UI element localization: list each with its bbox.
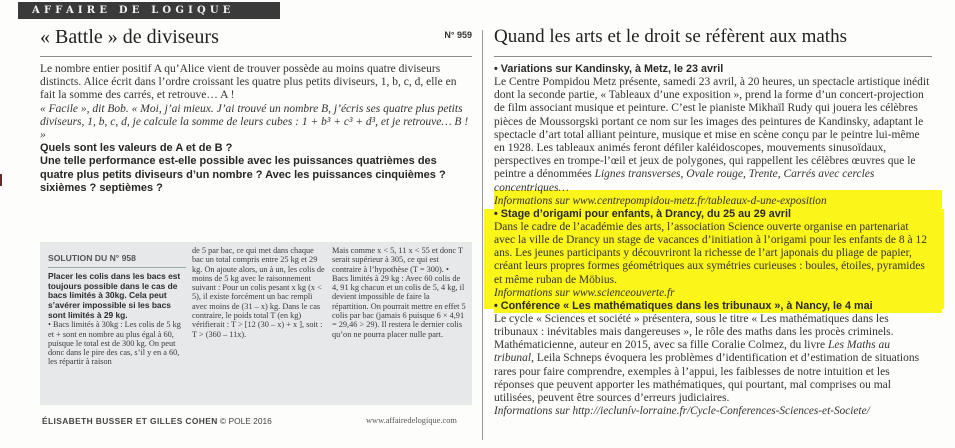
event-3-link[interactable]: Informations sur http://ieclunív-lorraine.fr/Cycle-Conferences-Sciences-et-Societe/ — [494, 405, 870, 418]
event-3-body — [494, 313, 932, 405]
puzzle-paragraph-1: Le nombre entier positif A qu’Alice vient de trouver possède au moins quatre diviseurs distincts. Alice écrit dans l’ordre croissant les quatre plus petits diviseurs, 1, b, c, d, elle en fait la somme des carrés, et retrouve… A ! — [40, 63, 457, 102]
solution-rule — [48, 267, 186, 268]
event-3-text-b: , Leila Schneps évoquera les problèmes d’identification et d’estimation de situations rares pour faire comprendre, exemples à l’appui, les faiblesses de notre intuition et les réponses que peuvent apporter les mathématiques, qui pourtant, mal comprises ou mal utilisées, peuvent être sources d’erreurs judiciaires. — [494, 352, 920, 405]
solution-box — [40, 242, 472, 405]
event-2 — [494, 208, 932, 313]
solution-column-3 — [332, 246, 466, 339]
solution-text-3: Mais comme x < 5, 11 x < 55 et donc T serait supérieur à 305, ce qui est contraire à l’hypothèse (T = 300). • Bacs limités à 29 kg : Avec 60 colis de 4, 91 kg chacun et un colis de 5, 4 kg, il devient impossible de faire la répartition. On pourrait mettre en effet 5 colis par bac (jamais 6 puisque 6 × 4,91 = 29,46 > 29). Il restera le dernier colis qu’on ne pourra placer nulle part. — [332, 246, 466, 339]
event-1-artworks: Lignes transverses, Ovale rouge, Trente, Carrés avec cercles concentriques… — [494, 168, 875, 194]
solution-column-1 — [48, 254, 186, 367]
event-2-link[interactable]: Informations sur www.scienceouverte.fr — [494, 286, 675, 299]
news-column — [494, 26, 932, 418]
puzzle-question-1: Quels sont les valeurs de A et de B ? — [40, 142, 233, 155]
solution-heading: SOLUTION DU N° 958 — [48, 253, 136, 263]
puzzle-title: « Battle » de diviseurs — [40, 26, 219, 48]
solution-column-2 — [192, 246, 326, 339]
puzzle-paragraph-2 — [40, 103, 472, 143]
event-2-title: • Stage d’origami pour enfants, à Drancy, du 25 au 29 avril — [494, 207, 791, 220]
event-1-link[interactable]: Informations sur www.centrepompidou-metz.fr/tableaux-d-une-exposition — [494, 194, 827, 207]
news-title-rule — [494, 56, 932, 57]
event-2-body: Dans le cadre de l’académie des arts, l’association Science ouverte organise en partenariat avec la ville de Drancy un stage de vacances d’initiation à l’origami pour les enfants de 8 à 12 ans. Les jeunes participants y découvriront la richesse de l’art japonais du pliage de papier, créant leurs propres formes géométriques aux symétries curieuses : boules, étoiles, pyramides et même ruban de Möbius. — [494, 220, 928, 286]
copyright: © POLE 2016 — [220, 416, 272, 426]
website-link[interactable]: www.affairedelogique.com — [366, 416, 457, 425]
page-edge-mark — [0, 174, 2, 186]
event-1-title: • Variations sur Kandinsky, à Metz, le 23 avril — [494, 63, 724, 75]
news-title: Quand les arts et le droit se réfèrent aux maths — [494, 26, 847, 47]
puzzle-header — [40, 26, 472, 52]
event-3-text-a: Le cycle « Sciences et société » présentera, sous le titre « Les mathématiques dans les tribunaux : inévitables mais dangereuses », le rôle des maths dans les procès criminels. Mathématicienne, auteur en 2015, avec sa fille Coralie Colmez, du livre — [494, 312, 894, 352]
solution-answer: Placer les colis dans les bacs est toujours possible dans le cas de bacs limités à 30kg. Cela peut s’avérer impossible si les bacs sont limités à 29 kg. — [48, 271, 181, 320]
puzzle-column — [40, 26, 472, 195]
event-3-title: • Conférence « Les mathématiques dans les tribunaux », à Nancy, le 4 mai — [494, 299, 873, 312]
news-header — [494, 26, 932, 52]
solution-text-1: • Bacs limités à 30kg : Les colis de 5 kg et + sont en nombre au plus égal à 60, puisque le total est de 300 kg. On peut donc dans le pire des cas, s’il y en a 60, les répartir à raison — [48, 320, 181, 367]
authors: ÉLISABETH BUSSER ET GILLES COHEN — [42, 416, 218, 426]
event-3-book-title: Les Maths au tribunal — [494, 339, 891, 365]
event-1-body — [494, 76, 932, 195]
byline — [42, 416, 272, 426]
issue-number: N° 959 — [444, 30, 472, 40]
solution-text-2: de 5 par bac, ce qui met dans chaque bac un total compris entre 25 kg et 29 kg. On ajoute alors, un à un, les colis de moins de 5 kg avec le raisonnement suivant : Pour un colis pesant x kg (x < 5), il existe forcément un bac rempli avec moins de (31 – x) kg. Dans le cas contraire, le poids total T (en kg) vérifierait : T > [12 (30 – x) + x ], soit : T > (360 – 11x). — [192, 246, 325, 339]
column-divider — [482, 30, 483, 440]
event-1-text: Le Centre Pompidou Metz présente, samedi 23 avril, à 20 heures, un spectacle artistique inédit dont la seconde partie, « Tableaux d’une exposition », prend la forme d’un concert-projection de film associant musique et peinture. C’est le pianiste Mikhaïl Rudy qui jouera les célèbres pièces de Moussorgski portant ce nom sur les images des peintures de Kandinsky, adaptant le spectacle d’art total alliant peinture, musique et mise en scène conçu par le peintre lui-même en 1928. Les tableaux animés feront défiler kaléidoscopes, mouvements sinusoïdaux, perspectives en trompe-l’œil et jeux de polygones, qui rappellent les célèbres œuvres que le peintre a dénommées — [494, 76, 930, 181]
puzzle-dialogue: « Facile », dit Bob. « Moi, j’ai mieux. J’ai trouvé un nombre B, j’écris ses quatre plus petits diviseurs, 1, b, c, d, je calcule la somme de leurs cubes : 1 + b³ + c³ + d³, et je retrouve… B ! » — [40, 102, 469, 142]
section-banner: AFFAIRE DE LOGIQUE — [18, 2, 280, 19]
title-rule — [40, 56, 472, 57]
puzzle-question-2: Une telle performance est-elle possible avec les puissances quatrièmes des quatre plus petits diviseurs d’un nombre ? Avec les puissances cinquièmes ? sixièmes ? septièmes ? — [40, 155, 446, 194]
